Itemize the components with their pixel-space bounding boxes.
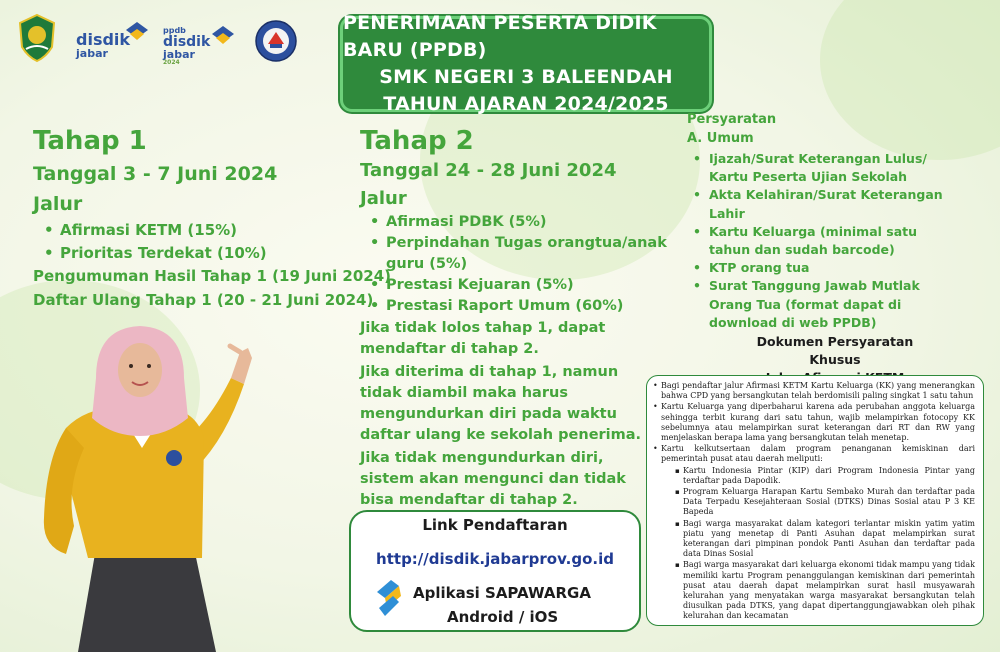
tahap2-note: Jika diterima di tahap 1, namun tidak diambil maka harus mengundurkan diri pada waktu daftar ulang ke sekolah penerima. [360,363,642,444]
app-platform: Android / iOS [447,608,559,626]
tahap2-jalur-list [370,212,670,317]
tahap2-note: Jika tidak mengundurkan diri, sistem akan mengunci dan tidak bisa mendaftar di tahap 2. [360,449,626,509]
list-item: ▪ Bagi warga masyarakat dari keluarga ekonomi tidak mampu yang tidak memiliki kartu Program penanggulangan kemiskinan dari pemerintah pusat atau daerah dapat melampirkan surat hasil musyawarah kelurahan yang menyatakan warga masyarakat bersangkutan telah diusulkan pada DTKS, yang dapat dipertanggungjawabkan oleh pihak kelurahan dan kecamatan [675,560,975,621]
background-blob [820,0,1000,160]
afirmasi-ketm-document-box [646,375,984,626]
tahap2-date: Tanggal 24 - 28 Juni 2024 [360,160,617,181]
student-photo [26,318,266,652]
tahap2-note: Jika tidak lolos tahap 1, dapat mendaftar di tahap 2. [360,320,606,358]
tahap1-jalur-label: Jalur [33,193,83,215]
tahap1-title: Tahap 1 [33,126,147,156]
tahap2-notes [360,318,660,512]
list-item: • Bagi pendaftar jalur Afirmasi KETM Kartu Keluarga (KK) yang menerangkan bahwa CPD yang bersangkutan telah berdomisili paling singkat 1 satu tahun [653,381,975,401]
app-name: Aplikasi SAPAWARGA [413,584,591,602]
ppdb-logo-text: disdik [163,34,211,50]
ppdb-mark-icon [210,22,236,48]
list-item: • Kartu Keluarga yang diperbaharui karena ada perubahan anggota keluarga sehingga terbit kurang dari satu tahun, wajib melampirkan fotocopy KK sebelumnya atau melampirkan surat keterangan dari RT dan RW yang menjelaskan berapa lama yang bersangkutan telah menetap. [653,402,975,443]
disdik-jabar-logo [76,32,130,59]
disdik-mark-icon [124,18,150,44]
list-item: • Prestasi Raport Umum (60%) [370,296,670,317]
smk-school-logo [255,20,297,62]
list-item: • Ijazah/Surat Keterangan Lulus/ Kartu Peserta Ujian Sekolah [693,150,953,186]
ppdb-logo-region: jabar [163,48,195,61]
header-title-line-2: SMK NEGERI 3 BALEENDAH [379,66,673,88]
tahap1-jalur-list [44,219,267,265]
dokumen-sub-list [675,466,975,622]
list-item: • Prestasi Kejuaran (5%) [370,275,670,296]
list-item: • Perpindahan Tugas orangtua/anak guru (5%) [370,233,670,275]
ppdb-disdik-logo [163,27,210,66]
list-item: • KTP orang tua [693,259,953,277]
sapawarga-app-icon [373,578,405,618]
disdik-logo-region: jabar [76,47,108,60]
list-item: • Afirmasi KETM (15%) [44,219,267,242]
tahap1-announcements [33,264,391,312]
ppdb-logo-top: ppdb [163,26,186,35]
list-item [653,444,975,621]
registration-link-label: Link Pendaftaran [422,516,568,534]
jabar-province-logo [16,13,58,63]
persyaratan-umum-list [693,150,953,332]
header-title-line-1: PENERIMAAN PESERTA DIDIK BARU (PPDB) [343,12,657,61]
list-item: • Kartu Keluarga (minimal satu tahun dan sudah barcode) [693,223,953,259]
disdik-logo-text: disdik [76,30,131,49]
list-item: ▪ Bagi warga masyarakat dalam kategori terlantar miskin yatim yatim piatu yang menetap di Panti Asuhan dapat melampirkan surat keterangan dari pimpinan pondok Panti Asuhan dan terdaftar pada data Dinas Sosial [675,519,975,560]
tahap2-jalur-label: Jalur [360,188,407,209]
header-title-line-3: TAHUN AJARAN 2024/2025 [383,93,669,115]
list-item: ▪ Kartu Indonesia Pintar (KIP) dari Program Indonesia Pintar yang terdaftar pada Dapodik. [675,466,975,486]
dokumen-title-line-1: Dokumen Persyaratan Khusus [756,334,914,367]
list-item: • Prioritas Terdekat (10%) [44,242,267,265]
registration-link-url[interactable]: http://disdik.jabarprov.go.id [376,550,614,568]
list-item: • Surat Tanggung Jawab Mutlak Orang Tua (format dapat di download di web PPDB) [693,277,953,332]
persyaratan-title: Persyaratan [687,112,777,127]
list-item: ▪ Program Keluarga Harapan Kartu Sembako Murah dan terdaftar pada Data Terpadu Kesejahteraan Sosial (DTKS) Dinas Sosial atau P 3 KE Bapeda [675,487,975,518]
persyaratan-umum-label: A. Umum [687,131,754,146]
tahap1-date: Tanggal 3 - 7 Juni 2024 [33,163,278,185]
tahap1-pengumuman: Pengumuman Hasil Tahap 1 (19 Juni 2024) [33,267,392,285]
registration-link-box [349,510,641,632]
list-item: • Akta Kelahiran/Surat Keterangan Lahir [693,186,953,222]
header-banner [340,12,712,115]
dokumen-item-text: Kartu kelkutsertaan dalam program penanganan kemiskinan dari pemerintah pusat atau daerah meliputi: [661,444,975,464]
tahap1-daftar-ulang: Daftar Ulang Tahap 1 (20 - 21 Juni 2024) [33,291,374,309]
tahap2-title: Tahap 2 [360,126,474,156]
ppdb-logo-year: 2024 [163,59,180,66]
list-item: • Afirmasi PDBK (5%) [370,212,670,233]
